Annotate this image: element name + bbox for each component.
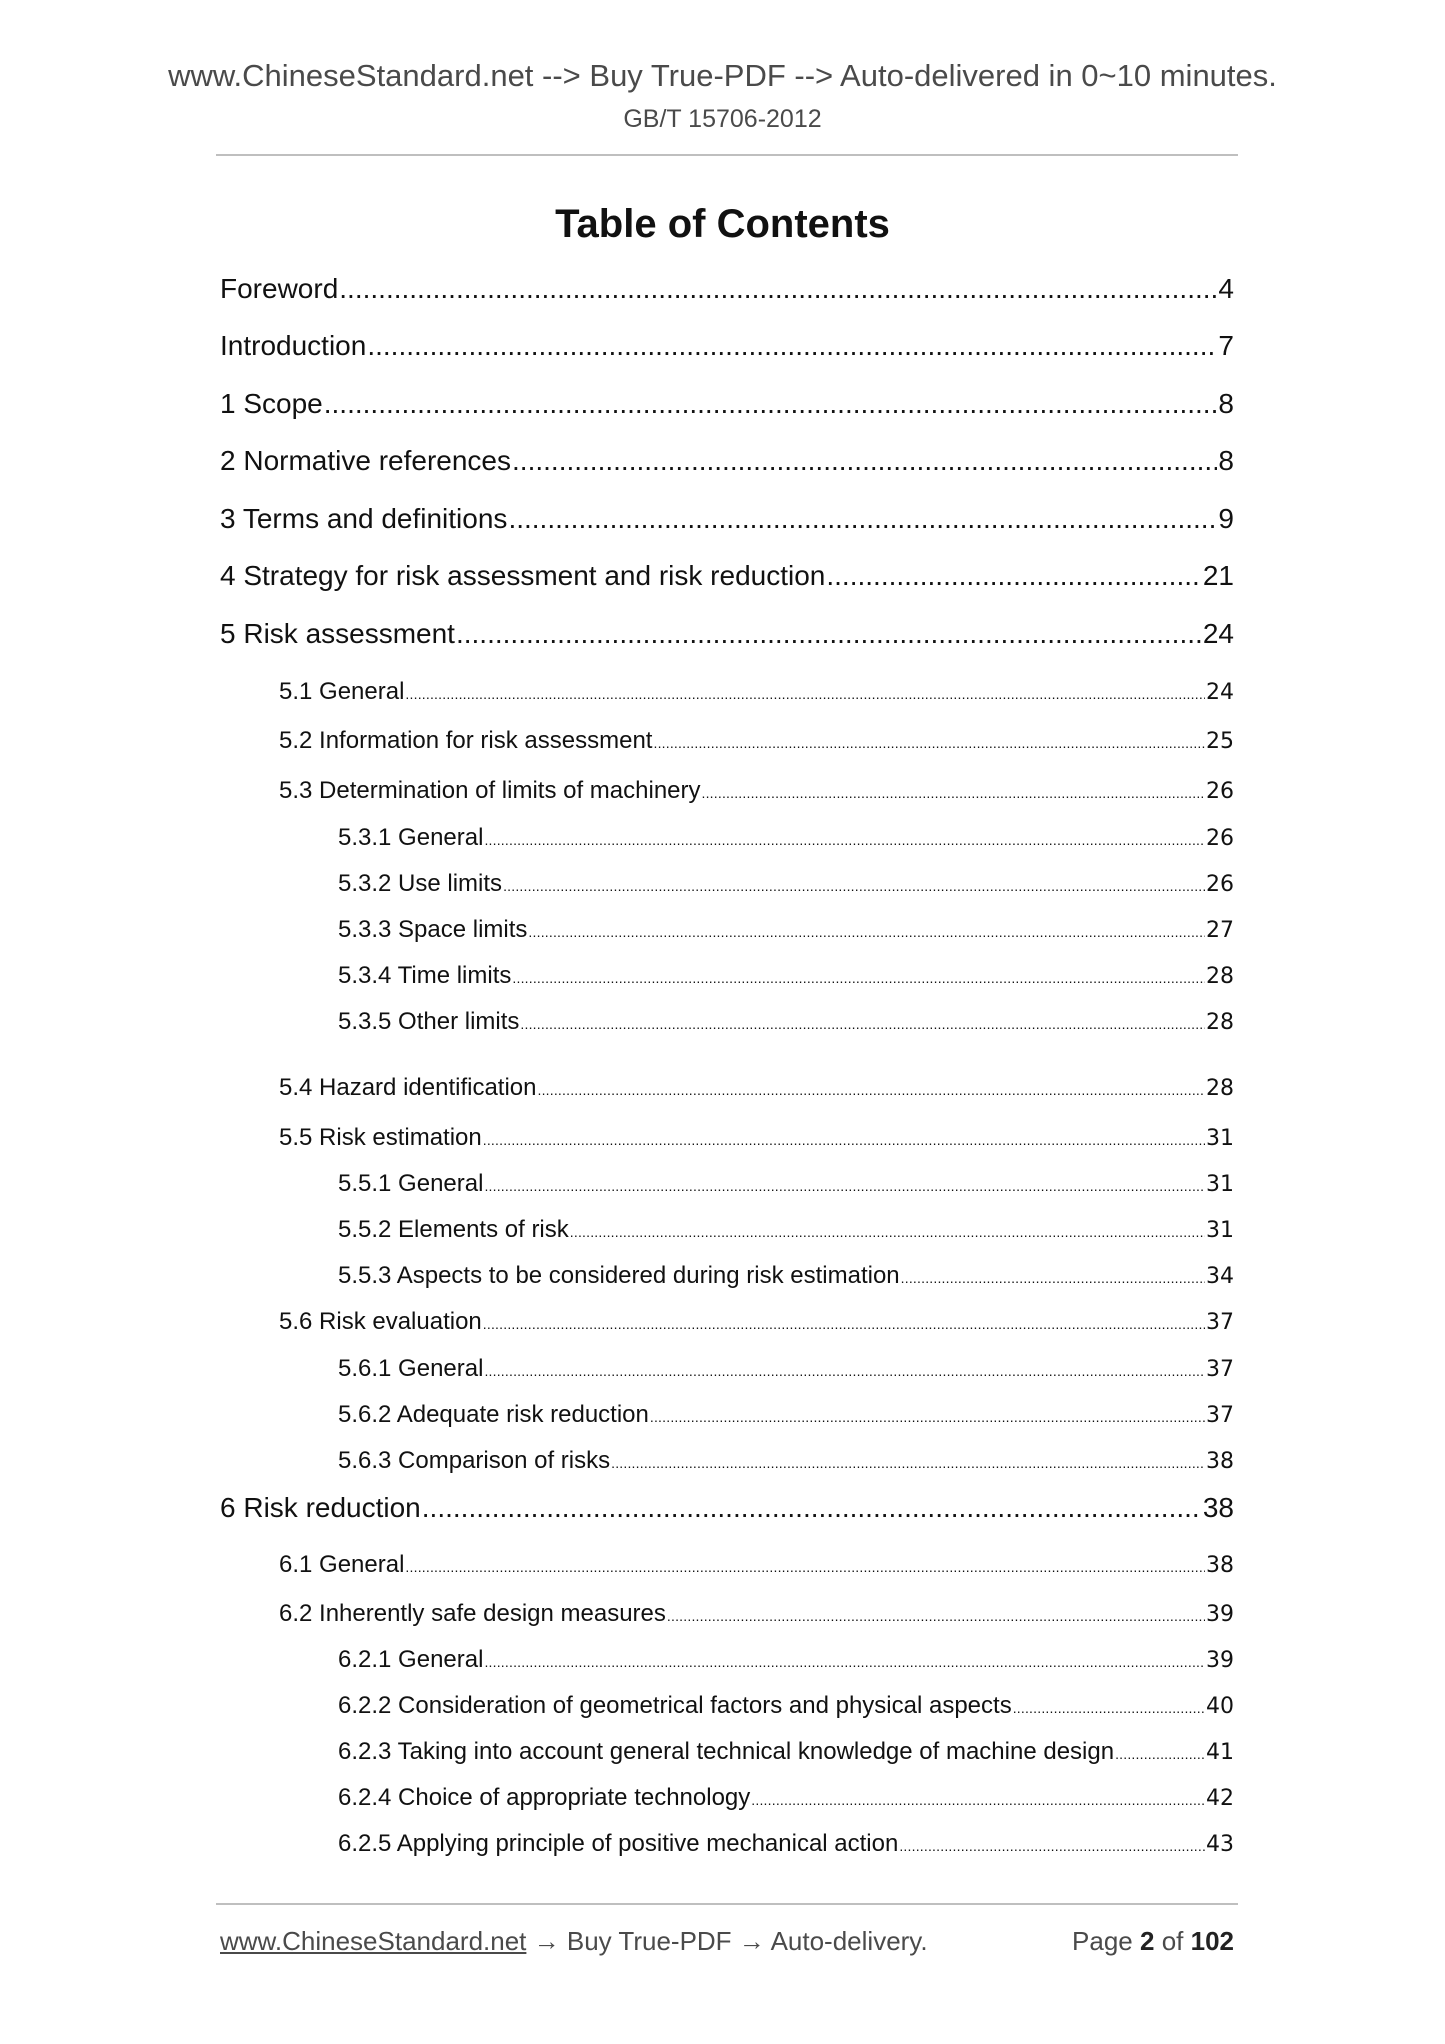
toc-entry-page: 9 <box>1218 503 1234 534</box>
toc-entry-page: 42 <box>1206 1786 1234 1811</box>
toc-entry-page: 24 <box>1206 680 1234 705</box>
page-number <box>1072 1923 1234 1959</box>
toc-entry[interactable] <box>338 1006 1234 1040</box>
toc-entry-page: 26 <box>1206 826 1234 851</box>
toc-dot-leader <box>826 558 1201 594</box>
toc-entry[interactable] <box>338 1736 1234 1770</box>
toc-entry[interactable] <box>279 1306 1234 1340</box>
toc-entry[interactable] <box>220 1490 1234 1526</box>
toc-dot-leader <box>512 443 1217 479</box>
toc-entry[interactable] <box>220 616 1234 652</box>
toc-dot-leader <box>483 1124 1205 1156</box>
toc-dot-leader <box>405 1551 1205 1583</box>
toc-entry[interactable] <box>338 1260 1234 1294</box>
toc-dot-leader <box>901 1262 1205 1294</box>
toc-entry-label: 5.6.3 Comparison of risks <box>338 1447 611 1474</box>
toc-dot-leader <box>702 777 1206 809</box>
toc-dot-leader <box>508 501 1217 537</box>
toc-entry-label: 4 Strategy for risk assessment and risk reduction <box>220 560 826 591</box>
toc-entry-page: 21 <box>1202 560 1234 591</box>
toc-entry-page: 41 <box>1206 1740 1234 1765</box>
toc-entry-page: 38 <box>1202 1492 1234 1523</box>
toc-entry-page: 26 <box>1206 872 1234 897</box>
toc-entry-page: 38 <box>1206 1449 1234 1474</box>
toc-dot-leader <box>537 1074 1205 1106</box>
toc-entry[interactable] <box>279 1598 1234 1632</box>
toc-entry-page: 8 <box>1218 388 1234 419</box>
toc-entry-label: 6 Risk reduction <box>220 1492 421 1523</box>
toc-entry-label: 5.3.5 Other limits <box>338 1008 520 1035</box>
toc-entry-label: 5.3.3 Space limits <box>338 916 528 943</box>
toc-entry[interactable] <box>338 1214 1234 1248</box>
toc-dot-leader <box>653 727 1205 759</box>
toc-entry[interactable] <box>279 1122 1234 1156</box>
toc-dot-leader <box>1115 1738 1205 1770</box>
toc-dot-leader <box>570 1216 1205 1248</box>
toc-entry-label: 6.2.5 Applying principle of positive mechanical action <box>338 1830 899 1857</box>
toc-entry-label: 3 Terms and definitions <box>220 503 508 534</box>
toc-dot-leader <box>484 1355 1205 1387</box>
toc-entry-page: 43 <box>1206 1832 1234 1857</box>
toc-entry[interactable] <box>338 868 1234 902</box>
toc-entry-page: 25 <box>1206 729 1234 754</box>
toc-entry-page: 24 <box>1202 618 1234 649</box>
toc-entry[interactable] <box>279 676 1234 710</box>
toc-entry-label: 5.6.1 General <box>338 1355 484 1382</box>
toc-entry-page: 28 <box>1206 1010 1234 1035</box>
toc-entry-page: 38 <box>1206 1553 1234 1578</box>
toc-entry[interactable] <box>338 1445 1234 1479</box>
toc-entry-page: 37 <box>1206 1310 1234 1335</box>
toc-entry-label: 6.2.4 Choice of appropriate technology <box>338 1784 751 1811</box>
toc-entry-page: 8 <box>1218 445 1234 476</box>
page-footer <box>220 1923 1234 1959</box>
toc-dot-leader <box>484 1170 1205 1202</box>
toc-entry[interactable] <box>220 271 1234 307</box>
toc-entry-label: 5.5.3 Aspects to be considered during risk estimation <box>338 1262 900 1289</box>
toc-entry[interactable] <box>338 1168 1234 1202</box>
toc-entry-page: 34 <box>1206 1264 1234 1289</box>
toc-dot-leader <box>520 1008 1205 1040</box>
toc-entry-page: 31 <box>1206 1172 1234 1197</box>
toc-entry-page: 37 <box>1206 1403 1234 1428</box>
toc-entry-label: 5.3 Determination of limits of machinery <box>279 777 701 804</box>
document-code: GB/T 15706-2012 <box>623 105 822 133</box>
toc-entry-page: 39 <box>1206 1602 1234 1627</box>
toc-dot-leader <box>1013 1692 1205 1724</box>
toc-dot-leader <box>484 1646 1205 1678</box>
toc-entry[interactable] <box>338 1353 1234 1387</box>
toc-entry-label: 5.1 General <box>279 678 405 705</box>
toc-entry-page: 7 <box>1218 330 1234 361</box>
page-total: 102 <box>1190 1926 1234 1956</box>
toc-entry[interactable] <box>279 725 1234 759</box>
toc-dot-leader <box>324 386 1218 422</box>
toc-entry-page: 26 <box>1206 779 1234 804</box>
toc-dot-leader <box>528 916 1205 948</box>
header-banner: www.ChineseStandard.net --> Buy True-PDF --> Auto-delivered in 0~10 minutes. <box>168 58 1277 93</box>
toc-dot-leader <box>484 824 1205 856</box>
page-prefix: Page <box>1072 1926 1140 1956</box>
toc-entry-label: 6.2 Inherently safe design measures <box>279 1600 666 1627</box>
toc-dot-leader <box>667 1600 1205 1632</box>
toc-entry-page: 28 <box>1206 964 1234 989</box>
toc-dot-leader <box>456 616 1202 652</box>
page-current: 2 <box>1140 1926 1155 1956</box>
toc-entry[interactable] <box>220 558 1234 594</box>
footer-tagline: → Buy True-PDF → Auto-delivery. <box>526 1926 928 1956</box>
toc-entry-label: 5.3.1 General <box>338 824 484 851</box>
toc-entry-label: Foreword <box>220 273 339 304</box>
toc-entry[interactable] <box>338 1782 1234 1816</box>
toc-entry-page: 28 <box>1206 1076 1234 1101</box>
toc-entry-label: 6.2.2 Consideration of geometrical factors and physical aspects <box>338 1692 1012 1719</box>
toc-entry-label: 6.2.1 General <box>338 1646 484 1673</box>
toc-entry-label: 1 Scope <box>220 388 323 419</box>
toc-entry-label: 6.2.3 Taking into account general technical knowledge of machine design <box>338 1738 1115 1765</box>
toc-entry-label: 5.6 Risk evaluation <box>279 1308 482 1335</box>
page-of: of <box>1154 1926 1191 1956</box>
toc-dot-leader <box>611 1447 1205 1479</box>
toc-entry[interactable] <box>279 1549 1234 1583</box>
toc-entry[interactable] <box>220 443 1234 479</box>
toc-entry-label: 6.1 General <box>279 1551 405 1578</box>
toc-entry-label: 5.5.1 General <box>338 1170 484 1197</box>
toc-entry-label: 5.2 Information for risk assessment <box>279 727 653 754</box>
toc-entry[interactable] <box>220 501 1234 537</box>
toc-entry[interactable] <box>338 1399 1234 1433</box>
page-title: Table of Contents <box>555 202 890 246</box>
toc-entry[interactable] <box>338 1828 1234 1862</box>
toc-dot-leader <box>483 1308 1205 1340</box>
toc-entry-page: 37 <box>1206 1357 1234 1382</box>
toc-dot-leader <box>503 870 1205 902</box>
toc-entry[interactable] <box>220 386 1234 422</box>
toc-entry-label: 5.3.2 Use limits <box>338 870 503 897</box>
toc-dot-leader <box>512 962 1205 994</box>
toc-entry-label: 5.4 Hazard identification <box>279 1074 537 1101</box>
toc-entry[interactable] <box>279 1072 1234 1106</box>
toc-dot-leader <box>367 328 1217 364</box>
toc-dot-leader <box>422 1490 1202 1526</box>
toc-entry[interactable] <box>220 328 1234 364</box>
toc-entry-page: 31 <box>1206 1126 1234 1151</box>
toc-entry-page: 31 <box>1206 1218 1234 1243</box>
toc-dot-leader <box>339 271 1217 307</box>
toc-entry[interactable] <box>279 775 1234 809</box>
toc-entry[interactable] <box>338 1644 1234 1678</box>
toc-dot-leader <box>650 1401 1205 1433</box>
toc-entry-page: 27 <box>1206 918 1234 943</box>
toc-entry-page: 40 <box>1206 1694 1234 1719</box>
toc-dot-leader <box>751 1784 1205 1816</box>
toc-dot-leader <box>405 678 1205 710</box>
toc-entry-page: 39 <box>1206 1648 1234 1673</box>
toc-entry[interactable] <box>338 822 1234 856</box>
toc-entry[interactable] <box>338 1690 1234 1724</box>
footer-divider <box>216 1903 1238 1905</box>
toc-entry-page: 4 <box>1218 273 1234 304</box>
toc-entry-label: 2 Normative references <box>220 445 512 476</box>
toc-entry-label: 5.5 Risk estimation <box>279 1124 482 1151</box>
footer-site-link[interactable]: www.ChineseStandard.net <box>220 1926 527 1956</box>
toc-entry-label: 5 Risk assessment <box>220 618 455 649</box>
toc-entry-label: 5.5.2 Elements of risk <box>338 1216 569 1243</box>
toc-dot-leader <box>899 1830 1205 1862</box>
toc-entry[interactable] <box>338 914 1234 948</box>
toc-entry-label: 5.6.2 Adequate risk reduction <box>338 1401 649 1428</box>
toc-entry[interactable] <box>338 960 1234 994</box>
toc-entry-label: Introduction <box>220 330 367 361</box>
toc-entry-label: 5.3.4 Time limits <box>338 962 512 989</box>
